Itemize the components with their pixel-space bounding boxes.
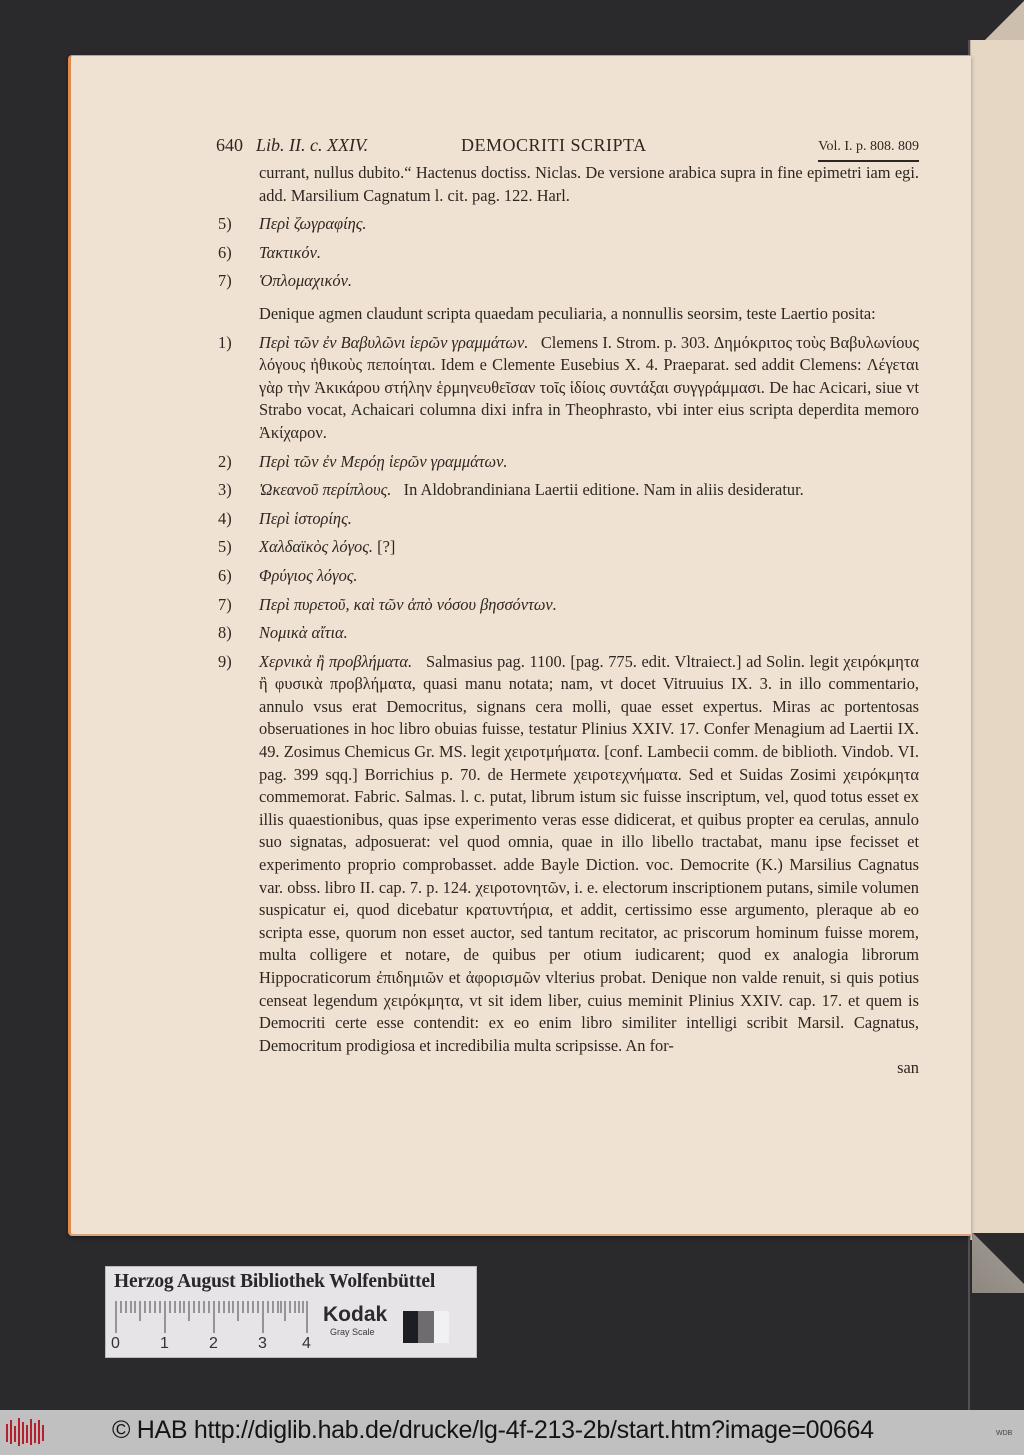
- list-item: [216, 651, 919, 1058]
- ruler-ticks-icon: [114, 1301, 310, 1335]
- greek-title: Ὁπλομαχικόν.: [259, 271, 352, 291]
- item-number: 6): [218, 565, 232, 585]
- greek-title: Χαλδαϊκὸς λόγος.: [259, 537, 373, 557]
- gray-patch-light: [434, 1311, 449, 1343]
- transition-paragraph: Denique agmen claudunt scripta quaedam peculiaria, a nonnullis seorsim, teste Laertio posita:: [259, 303, 876, 323]
- greek-title: Νομικὰ αἴτια.: [259, 623, 348, 643]
- greek-title: Ὠκεανοῦ περίπλους.: [259, 480, 392, 500]
- greek-title: Τακτικόν.: [259, 242, 321, 262]
- list-item: [216, 508, 919, 531]
- institution-name: Herzog August Bibliothek Wolfenbüttel: [114, 1271, 436, 1292]
- kodak-subtitle: Gray Scale: [330, 1327, 375, 1337]
- page-text-block: [216, 134, 919, 1080]
- item-number: 8): [218, 623, 232, 643]
- commentary: In Aldobrandiniana Laertii editione. Nam in aliis desideratur.: [403, 480, 804, 500]
- commentary: Clemens I. Strom. p. 303. Δημόκριτος τοὺς Βαβυλωνίους λόγους ἠθικοὺς πεποίηται. Idem e Clemente Eusebius X. 4. Praeparat. sed addit Clemens: Λέγεται γὰρ τὴν Ἀκικάρου στήλην ἑρμηνευθεῖσαν τοῖς ἰδίοις συντάξαι συγγράμμασι. De hac Acicari, siue vt Strabo vocat, Achaicari columna dixi infra in Theophrasto, vbi inter eius scripta deperdita memoro Ἀκίχαρον.: [259, 332, 919, 442]
- list-item: [216, 594, 919, 617]
- catchword: san: [897, 1058, 919, 1078]
- item-number: 5): [218, 537, 232, 557]
- commentary: [?]: [377, 537, 396, 557]
- page-body: [216, 162, 919, 1080]
- list-item: [216, 622, 919, 645]
- gray-patch-mid: [418, 1311, 433, 1343]
- ruler-label: 2: [209, 1335, 218, 1352]
- ruler-label: 1: [160, 1335, 169, 1352]
- page-number: 640: [216, 135, 243, 155]
- footer-bar: [0, 1410, 1024, 1455]
- list-item: [216, 332, 919, 445]
- running-head: [216, 134, 919, 160]
- greek-title: Περὶ ζωγραφίης.: [259, 214, 367, 234]
- ruler-label: 4: [302, 1335, 311, 1352]
- ruler-label: 3: [258, 1335, 267, 1352]
- item-number: 4): [218, 508, 232, 528]
- page-title: DEMOCRITI SCRIPTA: [461, 135, 647, 155]
- next-leaf-shadow: [970, 0, 1024, 45]
- list-item: [216, 565, 919, 588]
- next-leaf-edge: [970, 40, 1024, 1240]
- list-item: [216, 213, 919, 236]
- hab-logo-icon: [4, 1416, 46, 1448]
- copyright-url[interactable]: © HAB http://diglib.hab.de/drucke/lg-4f-213-2b/start.htm?image=00664: [112, 1416, 874, 1444]
- intro-paragraph: currant, nullus dubito.“ Hactenus doctiss. Niclas. De versione arabica supra in fine epimetri iam egi. add. Marsilium Cagnatum l. cit. pag. 122. Harl.: [259, 163, 919, 205]
- gray-patch-dark: [403, 1311, 418, 1343]
- greek-title: Περὶ πυρετοῦ, καὶ τῶν ἀπὸ νόσου βησσόντων.: [259, 594, 557, 614]
- kodak-brand: Kodak: [323, 1303, 388, 1326]
- next-leaf-bottom: [972, 1233, 1024, 1293]
- list-item: [216, 242, 919, 265]
- item-number: 9): [218, 651, 232, 671]
- item-number: 6): [218, 242, 232, 262]
- item-number: 3): [218, 480, 232, 500]
- item-number: 2): [218, 451, 232, 471]
- volume-ref: Vol. I. p. 808. 809: [818, 136, 919, 162]
- gray-scale-patches: [403, 1311, 449, 1343]
- list-item: [216, 451, 919, 474]
- list-item: [216, 270, 919, 293]
- ruler: [111, 1301, 311, 1352]
- item-number: 7): [218, 594, 232, 614]
- greek-title: Περὶ τῶν ἐν Μερόῃ ἱερῶν γραμμάτων.: [259, 451, 508, 471]
- commentary: Salmasius pag. 1100. [pag. 775. edit. Vltraiect.] ad Solin. legit χειρόκμητα ἢ φυσικὰ προβλήματα, quasi manu notata; nam, vt docet Vitruuius IX. 3. in illo commentario, annulo vsus erat Democritus, signans cera molli, quae esset expertus. Miras ac portentosas obseruationes in hoc libro obuias fuisse, testatur Plinius XXIV. 17. Confer Menagium ad Laertii IX. 49. Zosimus Chemicus Gr. MS. legit χειροτμήματα. [conf. Lambecii comm. de biblioth. Vindob. VI. pag. 399 sqq.] Borrichius p. 70. de Hermete χειροτεχνήματα. Sed et Suidas Zosimi χειρόκμητα commemorat. Fabric. Salmas. l. c. putat, librum istum sic fuisse inscriptum, vel, quod totus esset ex illis quaestionibus, quas ipse experimento veras esse didicerat, et quibus propter ea cerulas, annulo suo signatas, adposuerat: vel quod omnia, quae in illo libello tractabat, manu ipse fecisset et experimento proprio comprobasset. adde Bayle Diction. voc. Democrite (K.) Marsilius Cagnatus var. obss. libro II. cap. 7. p. 124. χειροτονητῶν, i. e. electorum inscriptionem putans, simile volumen suspicatur ei, quod dicebatur κρατυντήρια, et addit, certissimo esse argumento, pleraque ab eo scripta esse, quorum non esset auctor, sed tantum recitator, ac priscorum hominum fuisse morem, multa colligere et notare, de quibus per otium iudicarent; quod ex analogia librorum Hippocraticorum ἐπιδημιῶν et ἀφορισμῶν vlterius probat. Denique non valde renuit, si quis potius censeat legendum χειρόκμητα, vt sit idem liber, cuius meminit Plinius XXIV. cap. 17. et quem is Democriti certe esse contendit: ex eo enim libro similiter intelligi scribit Marsil. Cagnatus, Democritum prodigiosa et incredibilia multa scripsisse. An for-: [259, 651, 919, 1055]
- corner-mark: WDB: [996, 1430, 1013, 1437]
- item-number: 5): [218, 214, 232, 234]
- list-item: [216, 536, 919, 559]
- ruler-label: 0: [111, 1335, 120, 1352]
- list-item: [216, 479, 919, 502]
- book-page: [68, 55, 971, 1236]
- greek-title: Φρύγιος λόγος.: [259, 565, 358, 585]
- item-number: 7): [218, 271, 232, 291]
- item-number: 1): [218, 332, 232, 352]
- section-ref: Lib. II. c. XXIV.: [256, 135, 369, 155]
- greek-title: Περὶ τῶν ἐν Βαβυλῶνι ἱερῶν γραμμάτων.: [259, 332, 529, 352]
- scan-target-card: [105, 1266, 477, 1358]
- greek-title: Χερνικὰ ἢ προβλήματα.: [259, 651, 413, 671]
- greek-title: Περὶ ἱστορίης.: [259, 508, 352, 528]
- ruler-labels: [111, 1335, 314, 1355]
